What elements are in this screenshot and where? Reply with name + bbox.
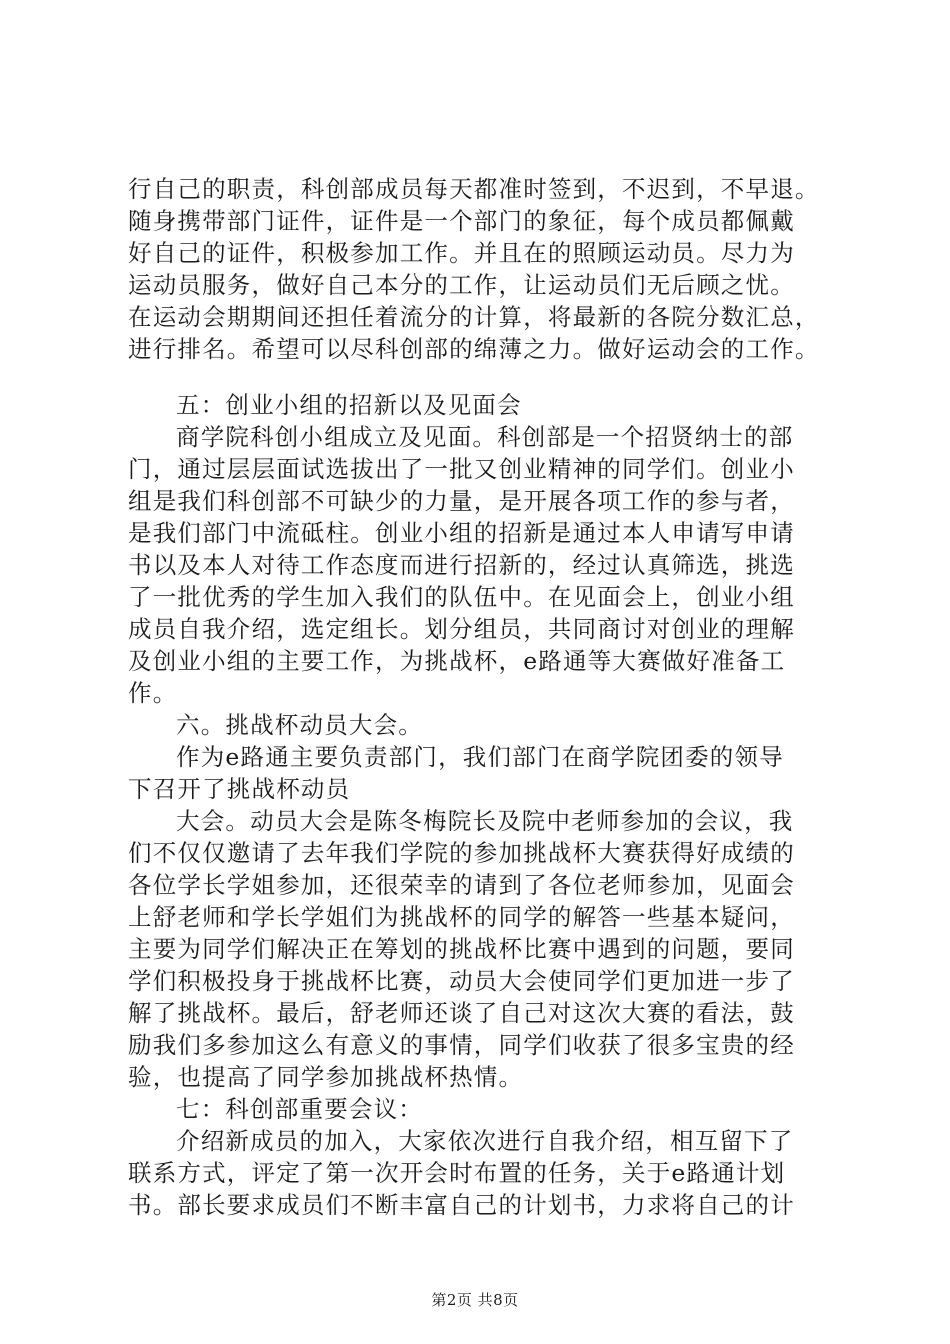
body-text-line: 进行排名。希望可以尽科创部的绵薄之力。做好运动会的工作。 bbox=[128, 335, 820, 363]
body-text-line: 验，也提高了同学参加挑战杯热情。 bbox=[128, 1063, 524, 1091]
body-text-line: 联系方式，评定了第一次开会时布置的任务，关于e路通计划 bbox=[128, 1159, 786, 1187]
body-text-line: 介绍新成员的加入，大家依次进行自我介绍，相互留下了 bbox=[176, 1127, 794, 1155]
body-text-line: 门，通过层层面试选拔出了一批又创业精神的同学们。创业小 bbox=[128, 455, 795, 483]
body-text-line: 成员自我介绍，选定组长。划分组员，共同商讨对创业的理解 bbox=[128, 615, 795, 643]
body-text-line: 上舒老师和学长学姐们为挑战杯的同学的解答一些基本疑问， bbox=[128, 903, 795, 931]
body-text-line: 组是我们科创部不可缺少的力量，是开展各项工作的参与者， bbox=[128, 487, 795, 515]
body-text-line: 书以及本人对待工作态度而进行招新的，经过认真筛选，挑选 bbox=[128, 551, 795, 579]
body-text-line: 是我们部门中流砥柱。创业小组的招新是通过本人申请写申请 bbox=[128, 519, 795, 547]
section-heading-7: 七：科创部重要会议： bbox=[176, 1095, 423, 1123]
body-text-line: 主要为同学们解决正在筹划的挑战杯比赛中遇到的问题，要同 bbox=[128, 935, 795, 963]
body-text-line: 书。部长要求成员们不断丰富自己的计划书，力求将自己的计 bbox=[128, 1191, 795, 1219]
body-text-line: 行自己的职责，科创部成员每天都准时签到，不迟到，不早退。 bbox=[128, 175, 820, 203]
body-text-line: 励我们多参加这么有意义的事情，同学们收获了很多宝贵的经 bbox=[128, 1031, 795, 1059]
body-text-line: 作为e路通主要负责部门，我们部门在商学院团委的领导 bbox=[176, 743, 784, 771]
body-text-line: 学们积极投身于挑战杯比赛，动员大会使同学们更加进一步了 bbox=[128, 967, 795, 995]
body-text-line: 了一批优秀的学生加入我们的队伍中。在见面会上，创业小组 bbox=[128, 583, 795, 611]
body-text-line: 商学院科创小组成立及见面。科创部是一个招贤纳士的部 bbox=[176, 423, 794, 451]
body-text-line: 各位学长学姐参加，还很荣幸的请到了各位老师参加，见面会 bbox=[128, 871, 795, 899]
section-heading-5: 五：创业小组的招新以及见面会 bbox=[176, 391, 522, 419]
body-text-line: 作。 bbox=[128, 679, 178, 707]
body-text-line: 好自己的证件，积极参加工作。并且在的照顾运动员。尽力为 bbox=[128, 239, 795, 267]
body-text-line: 运动员服务，做好自己本分的工作，让运动员们无后顾之忧。 bbox=[128, 271, 795, 299]
body-text-line: 解了挑战杯。最后，舒老师还谈了自己对这次大赛的看法，鼓 bbox=[128, 999, 795, 1027]
body-text-line: 及创业小组的主要工作，为挑战杯，e路通等大赛做好准备工 bbox=[128, 647, 786, 675]
body-text-line: 下召开了挑战杯动员 bbox=[128, 775, 351, 803]
body-text-line: 大会。动员大会是陈冬梅院长及院中老师参加的会议，我 bbox=[176, 807, 794, 835]
body-text-line: 随身携带部门证件，证件是一个部门的象征，每个成员都佩戴 bbox=[128, 207, 795, 235]
body-text-line: 们不仅仅邀请了去年我们学院的参加挑战杯大赛获得好成绩的 bbox=[128, 839, 795, 867]
section-heading-6: 六。挑战杯动员大会。 bbox=[176, 711, 423, 739]
body-text-line: 在运动会期期间还担任着流分的计算，将最新的各院分数汇总， bbox=[128, 303, 820, 331]
page-number-footer: 第2页 共8页 bbox=[431, 1291, 519, 1309]
